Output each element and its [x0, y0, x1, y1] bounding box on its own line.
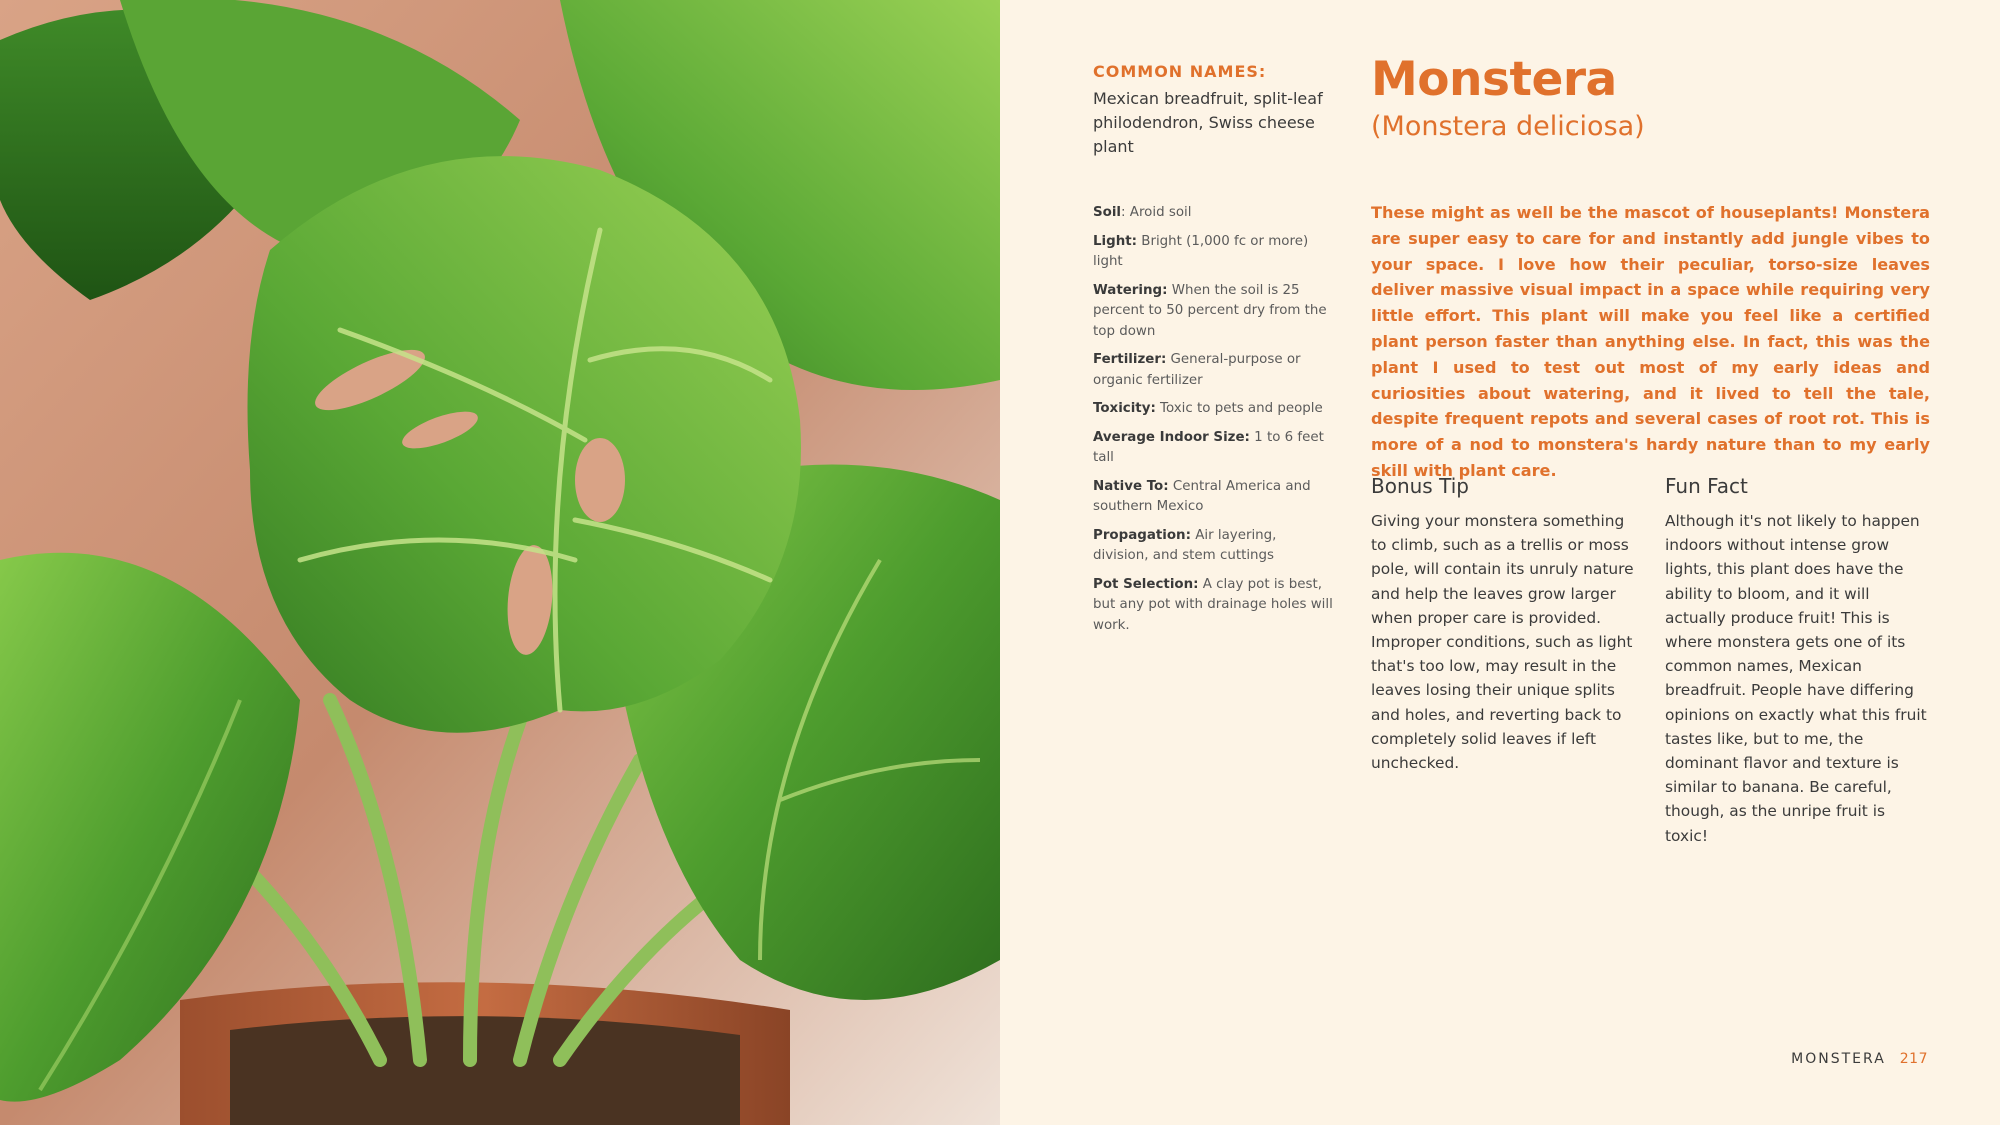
spec-toxicity [1093, 399, 1333, 420]
spec-label: Toxicity: [1093, 401, 1156, 416]
spec-value: Bright (1,000 fc or more) light [1093, 233, 1309, 269]
spec-label: Light: [1093, 233, 1137, 249]
spec-label: Watering: [1093, 282, 1168, 298]
spec-native-to [1093, 477, 1333, 518]
text-page [1000, 0, 2000, 1125]
bonus-tip-section [1371, 473, 1636, 775]
common-names-label: COMMON NAMES: [1093, 62, 1267, 81]
fun-fact-text: Although it's not likely to happen indoors without intense grow lights, this plant does have the ability to bloom, and it will actually produce fruit! This is where monstera gets one of its common names, Mexican breadfruit. People have differing opinions on exactly what this fruit tastes like, but to me, the dominant flavor and texture is similar to banana. Be careful, though, as the unripe fruit is toxic! [1665, 512, 1927, 845]
intro-paragraph: These might as well be the mascot of houseplants! Monstera are super easy to care for and instantly add jungle vibes to your space. I love how their peculiar, torso-size leaves deliver massive visual impact in a space while requiring very little effort. This plant will make you feel like a certified plant person faster than anything else. In fact, this was the plant I used to test out most of my early ideas and curiosities about watering, and it lived to tell the tale, despite frequent repots and several cases of root rot. This is more of a nod to monstera's hardy nature than to my early skill with plant care. [1371, 203, 1930, 480]
spec-label: Soil [1093, 205, 1122, 220]
spec-value: General-purpose or organic fertilizer [1093, 352, 1301, 388]
spec-value: A clay pot is best, but any pot with drainage holes will work. [1093, 576, 1333, 633]
common-names-value: Mexican breadfruit, split-leaf philodendron, Swiss cheese plant [1093, 89, 1323, 156]
spec-value: Toxic to pets and people [1155, 401, 1323, 416]
spec-value: : Aroid soil [1121, 205, 1192, 220]
spec-label: Pot Selection: [1093, 576, 1199, 592]
spec-indoor-size [1093, 428, 1333, 469]
spec-propagation [1093, 526, 1333, 567]
bonus-tip-heading: Bonus Tip [1371, 474, 1469, 498]
spec-watering [1093, 281, 1333, 343]
spec-value: Air layering, division, and stem cuttings [1093, 527, 1277, 563]
spec-fertilizer [1093, 350, 1333, 391]
spec-label: Average Indoor Size: [1093, 429, 1250, 445]
page-number: 217 [1899, 1051, 1928, 1067]
page-title: Monstera [1371, 52, 1617, 107]
care-specs-list [1093, 203, 1333, 644]
common-names-block [1093, 62, 1333, 159]
page-footer [1791, 1051, 1928, 1067]
footer-section-name: MONSTERA [1791, 1051, 1886, 1067]
spec-value: 1 to 6 feet tall [1093, 429, 1324, 465]
spec-label: Propagation: [1093, 527, 1191, 543]
spec-light [1093, 232, 1333, 273]
spec-pot-selection [1093, 575, 1333, 637]
spec-value: Central America and southern Mexico [1093, 478, 1311, 514]
scientific-name: (Monstera deliciosa) [1371, 111, 1645, 142]
spec-label: Fertilizer: [1093, 352, 1167, 367]
spec-label: Native To: [1093, 478, 1169, 494]
fun-fact-section [1665, 473, 1930, 848]
fun-fact-heading: Fun Fact [1665, 474, 1748, 498]
spec-soil [1093, 203, 1333, 224]
spec-value: When the soil is 25 percent to 50 percent dry from the top down [1093, 282, 1327, 339]
bonus-tip-text: Giving your monstera something to climb, such as a trellis or moss pole, will contain its unruly nature and help the leaves grow larger when proper care is provided. Improper conditions, such as light that's too low, may result in the leaves losing their unique splits and holes, and reverting back to completely solid leaves if left unchecked. [1371, 512, 1634, 773]
